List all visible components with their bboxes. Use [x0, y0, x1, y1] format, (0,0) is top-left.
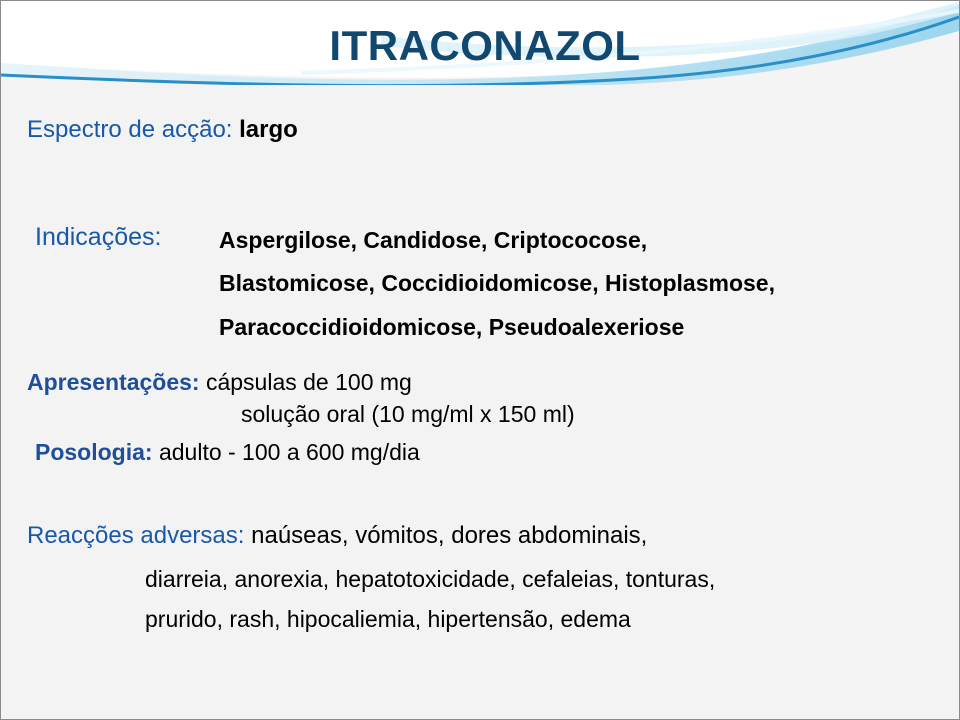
indicacoes-line: Aspergilose, Candidose, Criptococose,: [219, 227, 648, 253]
slide-header: [1, 1, 959, 85]
reaccoes-row: [27, 522, 647, 550]
reaccoes-line: prurido, rash, hipocaliemia, hipertensão, edema: [145, 606, 631, 632]
indicacoes-label: Indicações:: [35, 223, 162, 251]
apresentacoes-row: [27, 368, 412, 396]
apresentacoes-label: Apresentações:: [27, 369, 200, 395]
posologia-row: [35, 438, 420, 466]
indicacoes-line: Blastomicose, Coccidioidomicose, Histoplasmose,: [219, 270, 775, 296]
espectro-row: [27, 116, 298, 144]
posologia-value: adulto - 100 a 600 mg/dia: [158, 439, 420, 465]
apresentacoes-line: solução oral (10 mg/ml x 150 ml): [241, 401, 575, 427]
indicacoes-line: Paracoccidioidomicose, Pseudoalexeriose: [219, 314, 685, 340]
espectro-label: Espectro de acção:: [27, 116, 233, 143]
reaccoes-line: naúseas, vómitos, dores abdominais,: [251, 522, 648, 549]
reaccoes-line: diarreia, anorexia, hepatotoxicidade, cefaleias, tonturas,: [145, 566, 716, 592]
posologia-label: Posologia:: [35, 439, 153, 465]
reaccoes-label: Reacções adversas:: [27, 522, 245, 549]
espectro-value: largo: [239, 116, 298, 143]
apresentacoes-line: cápsulas de 100 mg: [205, 369, 412, 395]
slide-title: ITRACONAZOL: [329, 22, 641, 69]
